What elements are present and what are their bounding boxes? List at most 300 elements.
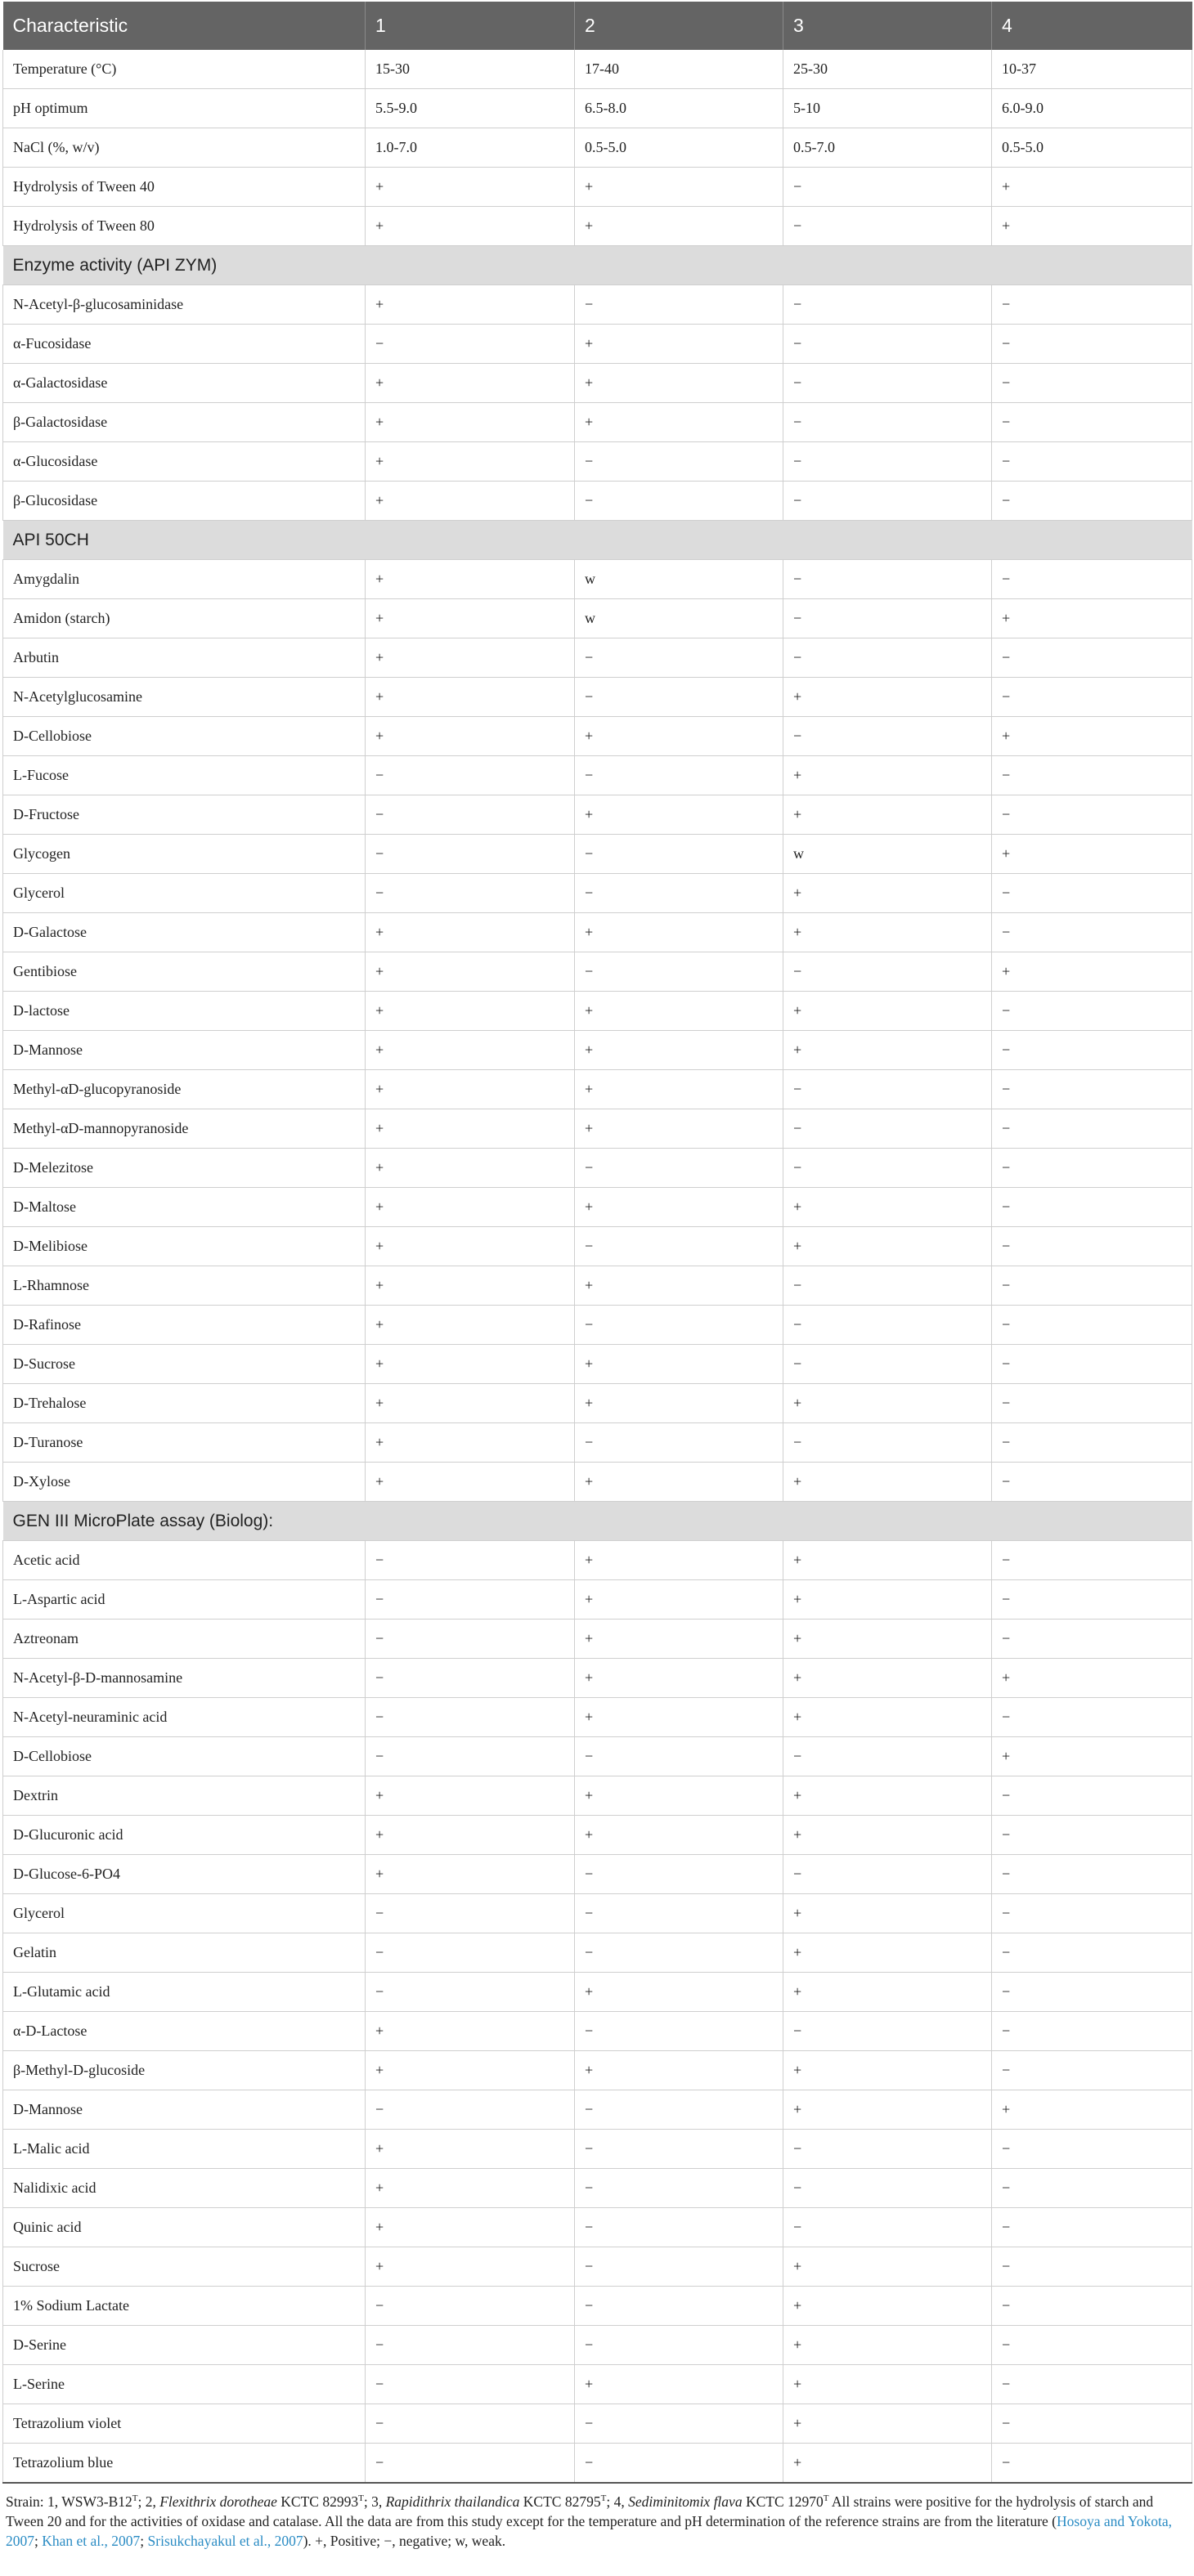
table-row [3,1737,1192,1776]
cell-strain-3: − [783,717,992,756]
cell-strain-4: − [992,2051,1192,2090]
cell-strain-1: 15-30 [366,50,575,89]
table-row [3,168,1192,207]
table-row [3,482,1192,521]
cell-strain-4: − [992,285,1192,325]
cell-strain-2: + [575,1345,783,1384]
cell-strain-3: 0.5-7.0 [783,128,992,168]
cell-strain-2: − [575,2326,783,2365]
table-row [3,403,1192,442]
cell-strain-4: − [992,2169,1192,2208]
table-row [3,678,1192,717]
cell-strain-2: w [575,599,783,638]
cell-strain-3: − [783,207,992,246]
cell-strain-1: + [366,1149,575,1188]
cell-strain-2: 6.5-8.0 [575,89,783,128]
cell-strain-3: − [783,2169,992,2208]
cell-strain-3: + [783,2404,992,2444]
cell-strain-4: − [992,2130,1192,2169]
cell-strain-2: w [575,560,783,599]
cell-strain-2: + [575,1776,783,1816]
cell-strain-1: + [366,1188,575,1227]
cell-strain-1: + [366,678,575,717]
table-row [3,1149,1192,1188]
table-row [3,1973,1192,2012]
table-row [3,2169,1192,2208]
table-row [3,835,1192,874]
cell-strain-3: − [783,1149,992,1188]
cell-strain-4: − [992,1070,1192,1109]
cell-strain-1: − [366,1933,575,1973]
table-row [3,128,1192,168]
cell-strain-2: − [575,1737,783,1776]
cell-characteristic: Dextrin [3,1776,366,1816]
cell-strain-4: + [992,952,1192,992]
section-title: Enzyme activity (API ZYM) [3,246,1192,285]
cell-strain-2: + [575,1070,783,1109]
table-row [3,913,1192,952]
cell-strain-1: + [366,207,575,246]
cell-strain-3: − [783,1109,992,1149]
cell-strain-4: − [992,992,1192,1031]
cell-strain-4: − [992,1031,1192,1070]
cell-characteristic: Gelatin [3,1933,366,1973]
cell-characteristic: D-Xylose [3,1463,366,1502]
table-row [3,89,1192,128]
cell-strain-3: − [783,168,992,207]
cell-strain-2: + [575,207,783,246]
cell-strain-2: + [575,992,783,1031]
cell-strain-1: + [366,1306,575,1345]
cell-characteristic: N-Acetylglucosamine [3,678,366,717]
cell-strain-1: − [366,1580,575,1620]
cell-strain-2: + [575,1266,783,1306]
cell-strain-2: + [575,1463,783,1502]
cell-strain-4: − [992,2404,1192,2444]
cell-strain-2: + [575,1580,783,1620]
table-row [3,1384,1192,1423]
cell-strain-4: − [992,325,1192,364]
table-row [3,364,1192,403]
cell-characteristic: Methyl-αD-glucopyranoside [3,1070,366,1109]
cell-characteristic: L-Serine [3,2365,366,2404]
table-row [3,207,1192,246]
cell-strain-4: + [992,599,1192,638]
table-row [3,2444,1192,2484]
cell-strain-2: − [575,1306,783,1345]
cell-characteristic: D-Glucose-6-PO4 [3,1855,366,1894]
table-row [3,717,1192,756]
cell-strain-1: + [366,2247,575,2287]
cell-strain-4: − [992,2012,1192,2051]
cell-strain-3: + [783,795,992,835]
cell-strain-4: − [992,1384,1192,1423]
table-row [3,1463,1192,1502]
cell-strain-1: − [366,2287,575,2326]
cell-strain-3: − [783,1070,992,1109]
cell-strain-4: − [992,2365,1192,2404]
cell-characteristic: β-Galactosidase [3,403,366,442]
cell-characteristic: D-Turanose [3,1423,366,1463]
table-row [3,285,1192,325]
cell-strain-2: + [575,403,783,442]
cell-strain-3: + [783,2326,992,2365]
cell-strain-1: + [366,2169,575,2208]
cell-strain-2: − [575,2208,783,2247]
cell-strain-1: + [366,2051,575,2090]
cell-strain-1: − [366,2090,575,2130]
cell-strain-1: − [366,1541,575,1580]
cell-strain-1: − [366,756,575,795]
cell-strain-1: + [366,638,575,678]
cell-characteristic: L-Aspartic acid [3,1580,366,1620]
cell-strain-2: + [575,2365,783,2404]
cell-strain-2: − [575,2404,783,2444]
cell-strain-1: − [366,1698,575,1737]
cell-strain-2: + [575,325,783,364]
table-row [3,1894,1192,1933]
cell-strain-1: − [366,2326,575,2365]
section-title: API 50CH [3,521,1192,560]
cell-strain-2: + [575,2051,783,2090]
cell-characteristic: D-Galactose [3,913,366,952]
cell-characteristic: 1% Sodium Lactate [3,2287,366,2326]
cell-strain-4: + [992,835,1192,874]
cell-strain-3: + [783,1659,992,1698]
cell-characteristic: Aztreonam [3,1620,366,1659]
cell-strain-3: + [783,1933,992,1973]
cell-strain-3: − [783,638,992,678]
header-strain-3: 3 [783,2,992,50]
cell-characteristic: Amidon (starch) [3,599,366,638]
cell-characteristic: D-Maltose [3,1188,366,1227]
cell-strain-1: + [366,992,575,1031]
table-row [3,1776,1192,1816]
cell-strain-1: − [366,874,575,913]
cell-strain-3: + [783,2287,992,2326]
cell-characteristic: Methyl-αD-mannopyranoside [3,1109,366,1149]
cell-strain-4: − [992,1541,1192,1580]
cell-strain-2: + [575,1541,783,1580]
cell-strain-3: + [783,1463,992,1502]
cell-strain-3: + [783,874,992,913]
cell-characteristic: Tetrazolium violet [3,2404,366,2444]
table-row [3,1423,1192,1463]
cell-strain-1: + [366,1463,575,1502]
cell-strain-4: 0.5-5.0 [992,128,1192,168]
cell-strain-4: − [992,2326,1192,2365]
cell-strain-1: + [366,442,575,482]
cell-strain-3: + [783,913,992,952]
cell-strain-1: + [366,364,575,403]
table-row [3,992,1192,1031]
cell-strain-3: + [783,1776,992,1816]
cell-characteristic: Glycogen [3,835,366,874]
cell-characteristic: D-Mannose [3,1031,366,1070]
cell-strain-3: 25-30 [783,50,992,89]
cell-strain-2: − [575,1855,783,1894]
cell-strain-1: − [366,2444,575,2484]
cell-strain-1: + [366,285,575,325]
cell-strain-4: − [992,913,1192,952]
cell-strain-3: + [783,2365,992,2404]
cell-strain-4: − [992,2287,1192,2326]
cell-strain-3: − [783,560,992,599]
cell-strain-2: − [575,285,783,325]
table-row [3,795,1192,835]
table-row [3,599,1192,638]
cell-strain-4: − [992,1463,1192,1502]
table-row [3,2012,1192,2051]
header-strain-2: 2 [575,2,783,50]
cell-strain-3: + [783,1580,992,1620]
cell-strain-3: + [783,1188,992,1227]
cell-strain-2: − [575,678,783,717]
table-row [3,1345,1192,1384]
table-row [3,2208,1192,2247]
cell-strain-2: − [575,442,783,482]
cell-strain-3: + [783,678,992,717]
cell-strain-2: + [575,1620,783,1659]
table-row [3,1031,1192,1070]
cell-strain-1: 1.0-7.0 [366,128,575,168]
table-row [3,560,1192,599]
cell-strain-3: − [783,403,992,442]
cell-strain-1: − [366,835,575,874]
section-header-row [3,1502,1192,1541]
cell-strain-1: + [366,913,575,952]
cell-strain-3: + [783,1541,992,1580]
table-row [3,2287,1192,2326]
table-row [3,325,1192,364]
cell-strain-1: − [366,325,575,364]
cell-strain-3: − [783,1423,992,1463]
cell-strain-3: − [783,285,992,325]
cell-strain-2: + [575,913,783,952]
section-title: GEN III MicroPlate assay (Biolog): [3,1502,1192,1541]
reference-link[interactable]: Hosoya and Yokota, 2007 [6,2512,1172,2549]
cell-characteristic: L-Glutamic acid [3,1973,366,2012]
cell-strain-3: + [783,2090,992,2130]
table-row [3,952,1192,992]
cell-characteristic: Gentibiose [3,952,366,992]
cell-characteristic: Arbutin [3,638,366,678]
cell-strain-1: + [366,1776,575,1816]
table-row [3,2365,1192,2404]
table-row [3,1620,1192,1659]
cell-strain-4: − [992,364,1192,403]
cell-strain-1: + [366,952,575,992]
cell-strain-2: + [575,1973,783,2012]
cell-strain-1: − [366,2404,575,2444]
table-row [3,1266,1192,1306]
cell-characteristic: α-Glucosidase [3,442,366,482]
cell-strain-4: − [992,1894,1192,1933]
header-characteristic: Characteristic [3,2,366,50]
cell-strain-3: + [783,1227,992,1266]
cell-strain-3: − [783,599,992,638]
cell-strain-2: − [575,1149,783,1188]
header-strain-1: 1 [366,2,575,50]
cell-strain-4: − [992,756,1192,795]
cell-strain-2: + [575,795,783,835]
cell-strain-4: + [992,1737,1192,1776]
cell-strain-4: − [992,638,1192,678]
cell-strain-1: − [366,1620,575,1659]
cell-strain-2: − [575,1423,783,1463]
cell-strain-4: − [992,1227,1192,1266]
cell-strain-1: + [366,1070,575,1109]
cell-strain-4: − [992,874,1192,913]
cell-characteristic: D-Fructose [3,795,366,835]
cell-strain-1: + [366,1855,575,1894]
table-row [3,442,1192,482]
cell-strain-1: + [366,2208,575,2247]
cell-characteristic: α-Fucosidase [3,325,366,364]
cell-characteristic: Hydrolysis of Tween 80 [3,207,366,246]
cell-characteristic: D-lactose [3,992,366,1031]
cell-characteristic: β-Glucosidase [3,482,366,521]
cell-strain-3: 5-10 [783,89,992,128]
cell-strain-4: − [992,795,1192,835]
cell-strain-4: − [992,1188,1192,1227]
cell-strain-1: + [366,560,575,599]
cell-strain-2: − [575,2247,783,2287]
table-row [3,1306,1192,1345]
table-row [3,1933,1192,1973]
cell-strain-2: − [575,2287,783,2326]
cell-strain-3: + [783,2051,992,2090]
document [2,2,1192,2551]
table-row [3,1070,1192,1109]
cell-characteristic: D-Cellobiose [3,717,366,756]
cell-strain-1: + [366,1109,575,1149]
cell-characteristic: D-Trehalose [3,1384,366,1423]
table-row [3,1816,1192,1855]
cell-characteristic: D-Mannose [3,2090,366,2130]
table-row [3,1580,1192,1620]
cell-strain-4: − [992,1266,1192,1306]
cell-strain-2: + [575,168,783,207]
cell-strain-4: − [992,1620,1192,1659]
cell-strain-1: + [366,1345,575,1384]
cell-characteristic: D-Rafinose [3,1306,366,1345]
table-row [3,638,1192,678]
cell-strain-1: + [366,403,575,442]
cell-characteristic: Nalidixic acid [3,2169,366,2208]
cell-strain-1: + [366,2012,575,2051]
table-row [3,2051,1192,2090]
cell-strain-3: − [783,2208,992,2247]
cell-characteristic: Tetrazolium blue [3,2444,366,2484]
cell-characteristic: α-D-Lactose [3,2012,366,2051]
cell-strain-4: − [992,1306,1192,1345]
cell-characteristic: Hydrolysis of Tween 40 [3,168,366,207]
cell-strain-3: − [783,2012,992,2051]
cell-strain-3: + [783,1031,992,1070]
cell-strain-4: − [992,403,1192,442]
cell-strain-2: − [575,2012,783,2051]
cell-strain-1: + [366,482,575,521]
cell-characteristic: Amygdalin [3,560,366,599]
cell-characteristic: D-Sucrose [3,1345,366,1384]
cell-strain-2: − [575,2169,783,2208]
cell-strain-1: − [366,795,575,835]
table-row [3,1109,1192,1149]
cell-strain-3: − [783,1855,992,1894]
cell-strain-3: + [783,2247,992,2287]
cell-strain-3: − [783,2130,992,2169]
cell-strain-4: − [992,1109,1192,1149]
cell-strain-4: + [992,207,1192,246]
cell-strain-2: − [575,835,783,874]
cell-strain-2: − [575,482,783,521]
cell-strain-1: + [366,168,575,207]
cell-strain-1: 5.5-9.0 [366,89,575,128]
cell-strain-3: + [783,1698,992,1737]
table-row [3,1659,1192,1698]
cell-strain-4: − [992,1345,1192,1384]
cell-strain-3: w [783,835,992,874]
table-row [3,2247,1192,2287]
cell-strain-2: + [575,1188,783,1227]
table-row [3,2404,1192,2444]
table-row [3,1188,1192,1227]
cell-strain-1: + [366,599,575,638]
cell-characteristic: β-Methyl-D-glucoside [3,2051,366,2090]
cell-strain-3: − [783,482,992,521]
cell-characteristic: N-Acetyl-β-glucosaminidase [3,285,366,325]
cell-strain-2: − [575,756,783,795]
table-footnote: Strain: 1, $WSW3-B12^T$; 2, Flexithrix dorotheae KCTC $82993^T$; 3, Rapidithrix thailandica KCTC $82795^T$; 4, Sediminitomix flava KCTC $12970^T$ All strains were positive for the hydrolysis of starch and Tween 20 and for the activities of oxidase and catalase. All the data are from this study except for the temperature and pH determination of the reference strains are from the literature (Hosoya and Yokota, 2007; Khan et al., 2007; Srisukchayakul et al., 2007). +, Positive; −, negative; w, weak. [6,2493,1172,2549]
cell-characteristic: Acetic acid [3,1541,366,1580]
cell-strain-3: + [783,1973,992,2012]
cell-strain-2: − [575,2130,783,2169]
cell-strain-4: − [992,2444,1192,2484]
cell-characteristic: α-Galactosidase [3,364,366,403]
cell-strain-3: − [783,1306,992,1345]
cell-strain-4: − [992,2208,1192,2247]
cell-strain-1: − [366,2365,575,2404]
reference-link[interactable]: Khan et al., 2007 [42,2532,141,2549]
table-row [3,1698,1192,1737]
cell-strain-3: + [783,1620,992,1659]
reference-link[interactable]: Srisukchayakul et al., 2007 [147,2532,303,2549]
cell-strain-3: − [783,364,992,403]
cell-strain-4: − [992,1933,1192,1973]
cell-strain-3: − [783,1266,992,1306]
cell-strain-3: + [783,756,992,795]
cell-strain-2: − [575,874,783,913]
cell-strain-4: − [992,2247,1192,2287]
cell-strain-2: + [575,717,783,756]
cell-characteristic: pH optimum [3,89,366,128]
cell-strain-4: − [992,560,1192,599]
cell-strain-4: − [992,1149,1192,1188]
cell-characteristic: Quinic acid [3,2208,366,2247]
cell-characteristic: NaCl (%, w/v) [3,128,366,168]
cell-strain-1: − [366,1973,575,2012]
cell-strain-2: + [575,1384,783,1423]
table-row [3,756,1192,795]
cell-strain-3: − [783,1737,992,1776]
cell-strain-3: + [783,992,992,1031]
cell-strain-2: − [575,952,783,992]
cell-strain-4: − [992,1776,1192,1816]
cell-strain-2: 0.5-5.0 [575,128,783,168]
cell-strain-1: − [366,1659,575,1698]
table-row [3,2130,1192,2169]
